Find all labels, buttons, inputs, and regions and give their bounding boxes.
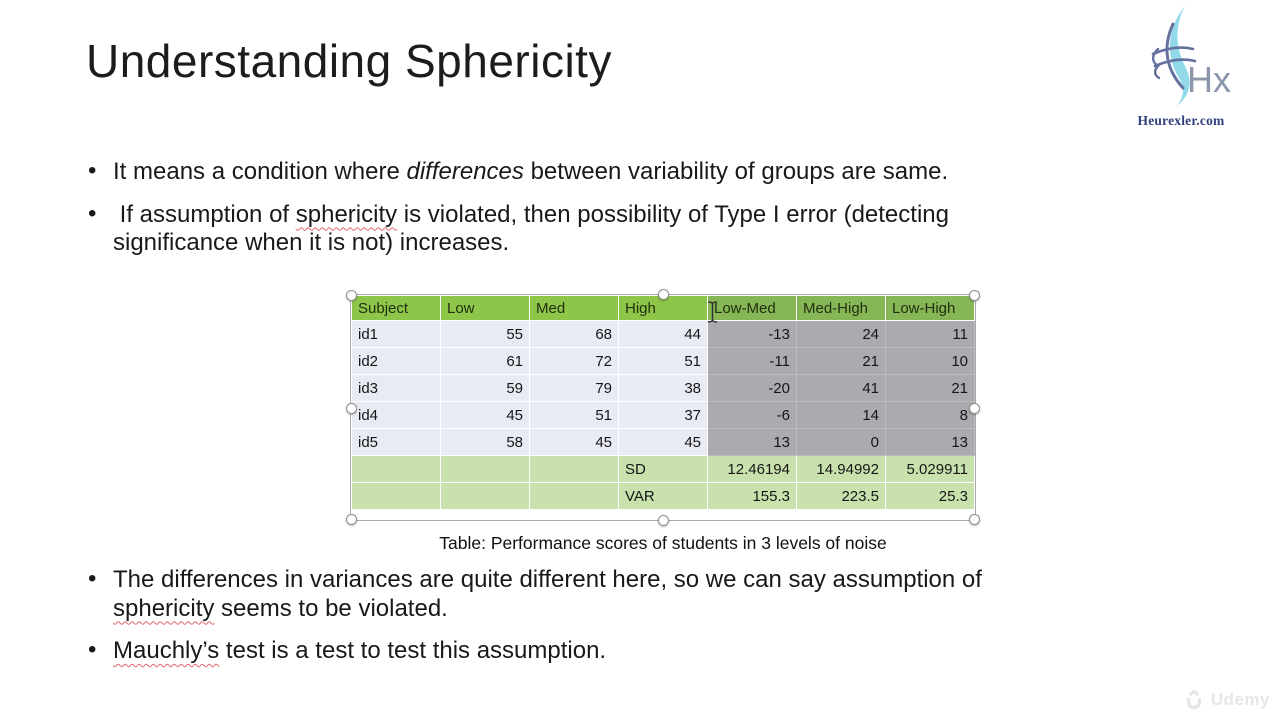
bullet-text: test is a test to test this assumption. (219, 637, 607, 664)
table-cell[interactable]: 10 (886, 348, 975, 375)
selection-handle-bottom-middle[interactable] (658, 515, 669, 526)
table-cell[interactable]: 41 (797, 375, 886, 402)
table-cell[interactable] (530, 483, 619, 510)
bullet-item (86, 158, 1236, 187)
table-cell[interactable]: 24 (797, 321, 886, 348)
table-cell[interactable]: 37 (619, 402, 708, 429)
selection-handle-mid-right[interactable] (969, 403, 980, 414)
table-cell[interactable]: id2 (352, 348, 441, 375)
bullet-list-top (86, 158, 1236, 272)
selection-handle-bottom-right[interactable] (969, 514, 980, 525)
misspelled-word: sphericity (295, 200, 398, 228)
table-cell[interactable]: 38 (619, 375, 708, 402)
misspelled-word: sphericity (113, 594, 215, 622)
table-cell[interactable]: 11 (886, 321, 975, 348)
table-header-cell[interactable]: Med (530, 296, 619, 321)
bullet-text: differences (406, 158, 524, 185)
misspelled-word: Mauchly’s (113, 637, 220, 664)
udemy-watermark (1182, 688, 1270, 712)
table-cell[interactable]: 5.029911 (886, 456, 975, 483)
udemy-watermark-text: Udemy (1210, 690, 1270, 709)
table-cell[interactable]: 45 (441, 402, 530, 429)
table-header-cell[interactable]: Subject (352, 296, 441, 321)
slide-title: Understanding Sphericity (86, 35, 612, 87)
table-cell[interactable]: id1 (352, 321, 441, 348)
table-row (352, 375, 975, 402)
table-cell[interactable]: 0 (797, 429, 886, 456)
table-header-cell[interactable]: High (619, 296, 708, 321)
bullet-text: seems to be violated. (214, 594, 448, 622)
table-cell[interactable]: VAR (619, 483, 708, 510)
bullet-list-bottom (86, 566, 1236, 680)
logo-swirl-icon (1125, 4, 1237, 108)
table-summary-row (352, 483, 975, 510)
table-cell[interactable]: 14 (797, 402, 886, 429)
table-cell[interactable]: 61 (441, 348, 530, 375)
table-cell[interactable]: -11 (708, 348, 797, 375)
table-header-cell[interactable]: Med-High (797, 296, 886, 321)
bullet-text: The differences in variances are quite different here, so we can say assumption of (113, 566, 982, 593)
table-cell[interactable]: 79 (530, 375, 619, 402)
table-cell[interactable] (530, 456, 619, 483)
table-cell[interactable]: -20 (708, 375, 797, 402)
table-cell[interactable]: SD (619, 456, 708, 483)
table-cell[interactable]: 13 (886, 429, 975, 456)
table-cell[interactable]: 12.46194 (708, 456, 797, 483)
table-cell[interactable]: 59 (441, 375, 530, 402)
scores-table-selection[interactable] (351, 295, 975, 520)
table-cell[interactable]: 45 (619, 429, 708, 456)
table-cell[interactable]: 58 (441, 429, 530, 456)
table-cell[interactable]: -13 (708, 321, 797, 348)
table-row (352, 348, 975, 375)
bullet-item (86, 566, 1236, 623)
bullet-item (86, 637, 1236, 666)
udemy-logo-icon (1182, 688, 1206, 712)
table-cell[interactable]: 8 (886, 402, 975, 429)
table-cell[interactable]: 21 (886, 375, 975, 402)
table-header-cell[interactable]: Low-High (886, 296, 975, 321)
table-cell[interactable]: 21 (797, 348, 886, 375)
selection-handle-top-left[interactable] (346, 290, 357, 301)
bullet-text: is violated, then possibility of Type I error (detecting (397, 200, 949, 228)
scores-table[interactable] (351, 295, 975, 510)
table-cell[interactable] (352, 483, 441, 510)
logo-hx-text: Hx (1187, 59, 1231, 100)
selection-handle-top-right[interactable] (969, 290, 980, 301)
table-summary-row (352, 456, 975, 483)
table-cell[interactable] (352, 456, 441, 483)
table-cell[interactable]: 223.5 (797, 483, 886, 510)
text-cursor-icon (706, 301, 719, 323)
table-cell[interactable]: -6 (708, 402, 797, 429)
bullet-text: It means a condition where (113, 158, 407, 185)
table-cell[interactable]: id4 (352, 402, 441, 429)
table-cell[interactable]: 45 (530, 429, 619, 456)
bullet-item (86, 201, 1236, 258)
table-cell[interactable]: 68 (530, 321, 619, 348)
table-header-cell[interactable]: Low (441, 296, 530, 321)
table-cell[interactable]: 55 (441, 321, 530, 348)
bullet-text: If assumption of (113, 200, 296, 228)
table-cell[interactable]: 13 (708, 429, 797, 456)
table-cell[interactable]: 51 (619, 348, 708, 375)
table-cell[interactable]: 51 (530, 402, 619, 429)
bullet-text: between variability of groups are same. (523, 158, 949, 185)
logo-site-text: Heurexler.com (1137, 113, 1225, 128)
table-cell[interactable]: 14.94992 (797, 456, 886, 483)
table-cell[interactable]: 155.3 (708, 483, 797, 510)
table-caption: Table: Performance scores of students in 3 levels of noise (439, 533, 887, 553)
table-cell[interactable] (441, 483, 530, 510)
selection-handle-mid-left[interactable] (346, 403, 357, 414)
table-header-cell[interactable]: Low-Med (708, 296, 797, 321)
selection-handle-top-middle[interactable] (658, 289, 669, 300)
table-cell[interactable]: 44 (619, 321, 708, 348)
bullet-text: significance when it is not) increases. (113, 229, 510, 256)
table-cell[interactable] (441, 456, 530, 483)
selection-handle-bottom-left[interactable] (346, 514, 357, 525)
table-row (352, 402, 975, 429)
table-cell[interactable]: id3 (352, 375, 441, 402)
table-row (352, 429, 975, 456)
table-cell[interactable]: 25.3 (886, 483, 975, 510)
heurexler-logo (1116, 4, 1246, 129)
table-row (352, 321, 975, 348)
table-cell[interactable]: id5 (352, 429, 441, 456)
table-cell[interactable]: 72 (530, 348, 619, 375)
